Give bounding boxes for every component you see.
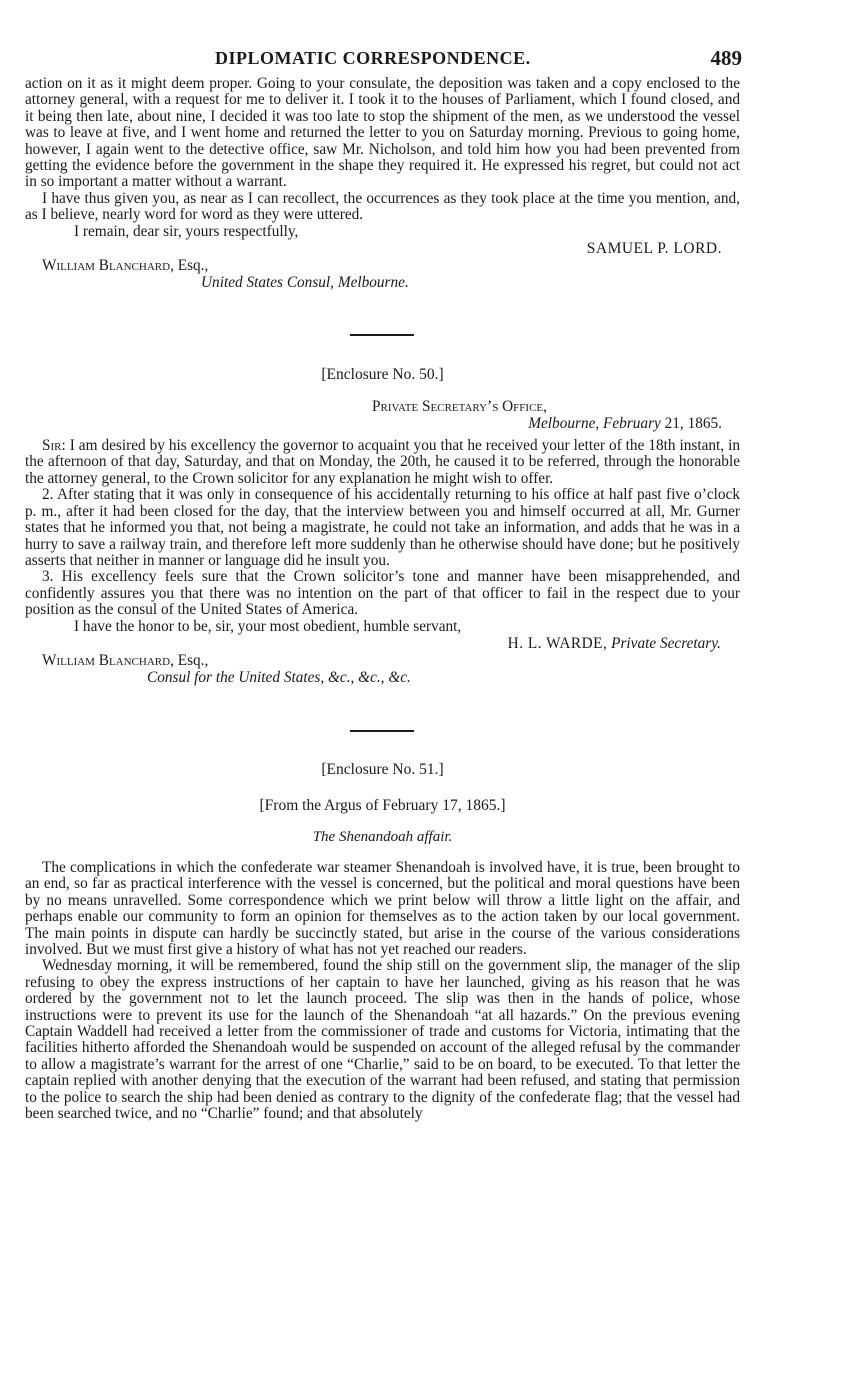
enclosure-paragraph-2: 2. After stating that it was only in consequence of his accidentally returning to his office at half past five o’clock p. m., after it had been closed for the day, that the interview between you and himself occurred at all, Mr. Gurner states that he informed you that, not being a magistrate, he could not take an information, and adds that he was in a hurry to save a railway train, and therefore left more suddenly than he otherwise should have done; but he positively asserts that neither in manner or language did he insult you. [25, 486, 740, 569]
enclosure-heading: [Enclosure No. 51.] [321, 760, 444, 778]
addressee-name: William Blanchard [42, 257, 171, 275]
enclosure-paragraph-1 [25, 438, 740, 487]
enclosure-heading: [Enclosure No. 50.] [321, 366, 444, 384]
article-paragraph-2: Wednesday morning, it will be remembered, found the ship still on the government slip, the manager of the slip refusing to obey the express instructions of her captain to have her launched, giving as his reason that he was ordered by the government not to let the launch proceed. The slip was then in the hands of police, whose instructions were to prevent its use for the launch of the Shenandoah “at all hazards.” On the previous evening Captain Waddell had received a letter from the commissioner of trade and customs for Victoria, intimating that the facilities hitherto afforded the Shenandoah would be suspended on account of the alleged refusal by the commander to allow a magistrate’s warrant for the arrest of one “Charlie,” said to be on board, to be executed. To that letter the captain replied with another denying that the execution of the warrant had been refused, and stating that permission to the police to search the ship had been denied as contrary to the dignity of the confederate flag; that the vessel had been searched twice, and no “Charlie” found; and that absolutely [25, 957, 740, 1123]
enclosure-signature [25, 635, 740, 652]
article-title: The Shenandoah affair. [312, 828, 453, 845]
addressee-title: United States Consul, Melbourne. [201, 274, 409, 292]
source-line: [From the Argus of February 17, 1865.] [259, 796, 506, 814]
dateline-place: Melbourne, February [528, 415, 661, 433]
addressee-suffix: , Esq., [170, 257, 209, 275]
signature-title: Private Secretary. [611, 634, 721, 652]
salutation: Sir [42, 437, 62, 455]
section-divider [350, 730, 414, 732]
page-number: 489 [710, 46, 742, 70]
section-divider [350, 334, 414, 336]
enclosure-paragraph-3: 3. His excellency feels sure that the Crown solicitor’s tone and manner have been misapprehended, and confidently assures you that there was no intention on the part of that officer to fail in the respect due to your position as the consul of the United States of America. [25, 568, 740, 619]
letter-signature: SAMUEL P. LORD. [586, 240, 722, 258]
document-page [25, 44, 740, 1122]
letter-closing-paragraph: I have thus given you, as near as I can recollect, the occurrences as they took place at the time you mention, and, as I believe, nearly word for word as they were uttered. [25, 189, 740, 224]
signature-name: H. L. WARDE, [507, 634, 608, 652]
enclosure-sign-off: I have the honor to be, sir, your most obedient, humble servant, [74, 617, 462, 635]
dateline [25, 415, 740, 432]
letter-samuel-lord [25, 76, 740, 291]
office-line: Private Secretary’s Office, [372, 398, 547, 416]
dateline-date: 21, 1865. [660, 415, 722, 433]
letter-body: action on it as it might deem proper. Going to your consulate, the deposition was taken and a copy enclosed to the attorney general, with a request for me to deliver it. I took it to the houses of Parliament, which I found closed, and it being then late, about nine, I decided it was too late to stop the shipment of the men, as we understood the vessel was to leave at five, and I went home and returned the letter to you on Saturday morning. Previous to going home, however, I again went to the detective office, saw Mr. Nicholson, and told him how you had been prevented from getting the evidence before the government in the shape they required it. He expressed his regret, but could not act in so important a matter without a warrant. [25, 75, 740, 191]
enclosure-addressee-name: William Blanchard [42, 651, 171, 669]
addressee [42, 257, 740, 274]
paragraph-1-text: : I am desired by his excellency the governor to acquaint you that he received your letter of the 18th instant, in the afternoon of that day, Saturday, and that on Monday, the 20th, he caused it to be referred, through the honorable the attorney general, to the Crown solicitor for any explanation he might wish to offer. [25, 437, 740, 487]
enclosure-addressee-suffix: , Esq., [170, 651, 209, 669]
enclosure-51 [25, 761, 740, 1123]
article-paragraph-1: The complications in which the confederate war steamer Shenandoah is involved have, it is true, been brought to an end, so far as practical interference with the vessel is concerned, but the political and moral questions have been by no means unravelled. Some correspondence which we print below will throw a little light on the affair, and perhaps enable our community to form an opinion for themselves as to the action taken by our local government. The main points in dispute can hardly be succinctly stated, but arise in the course of the various considerations involved. But we must first give a history of what has not yet reached our readers. [25, 858, 740, 958]
running-title: DIPLOMATIC CORRESPONDENCE. [215, 48, 531, 68]
enclosure-addressee-title: Consul for the United States, &c., &c., &c. [147, 668, 411, 686]
enclosure-50 [25, 366, 740, 686]
running-head [25, 44, 740, 76]
letter-sign-off: I remain, dear sir, yours respectfully, [74, 222, 299, 240]
enclosure-addressee [42, 652, 740, 669]
